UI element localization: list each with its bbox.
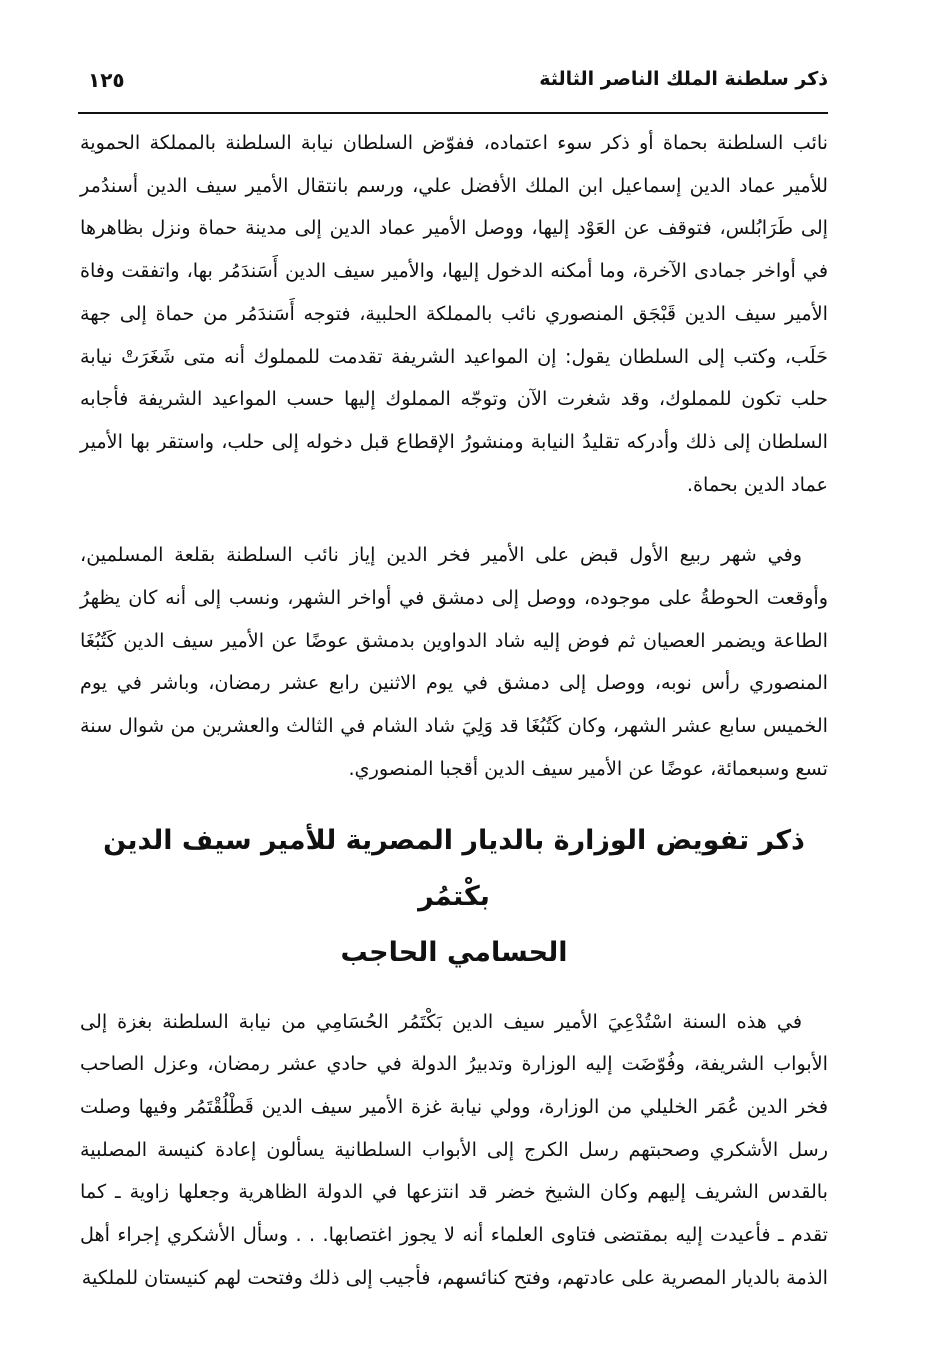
section-heading-line-2: الحسامي الحاجب <box>340 936 568 968</box>
section-heading-line-1: ذكر تفويض الوزارة بالديار المصرية للأمير سيف الدين بكْتمُر <box>103 824 805 912</box>
paragraph-3: في هذه السنة اسْتُدْعِيَ الأمير سيف الدين بَكْتَمُر الحُسَامِي من نيابة السلطنة بغزة إلى الأبواب الشريفة، وفُوّضَت إليه الوزارة وتدبيرُ الدولة في حادي عشر رمضان، وعزل الصاحب فخر الدين عُمَر الخليلي من الوزارة، وولي نيابة غزة الأمير سيف الدين قَطْلُقْتَمُر وفيها وصلت رسل الأشكري وصحبتهم رسل الكرج إلى الأبواب السلطانية يسألون إعادة كنيسة المصلبية بالقدس الشريف إليهم وكان الشيخ خضر قد انتزعها في الدولة الظاهرية وجعلها زاوية ـ كما تقدم ـ فأعيدت إليه بمقتضى فتاوى العلماء أنه لا يجوز اغتصابها. . . وسأل الأشكري إجراء أهل الذمة بالديار المصرية على عادتهم، وفتح كنائسهم، فأجيب إلى ذلك وفتحت لهم كنيستان للملكية <box>80 1009 828 1289</box>
page-header <box>78 62 828 114</box>
running-title: ذكر سلطنة الملك الناصر الثالثة <box>539 68 828 90</box>
paragraph-1: نائب السلطنة بحماة أو ذكر سوء اعتماده، ففوّض السلطان نيابة السلطنة بالمملكة الحموية للأمير عماد الدين إسماعيل ابن الملك الأفضل علي، ورسم بانتقال الأمير سيف الدين أسندُمر إلى طَرَابُلس، فتوقف عن العَوْد إليها، ووصل الأمير عماد الدين إلى مدينة حماة ونزل بظاهرها في أواخر جمادى الآخرة، وما أمكنه الدخول إليها، والأمير سيف الدين أَسَندَمُر بها، واتفقت وفاة الأمير سيف الدين قَبْجَق المنصوري نائب بالمملكة الحلبية، فتوجه أَسَندَمُر من حماة إلى جهة حَلَب، وكتب إلى السلطان يقول: إن المواعيد الشريفة تقدمت للمملوك أنه متى شَغَرَتْ نيابة حلب تكون للمملوك، وقد شغرت الآن وتوجّه المملوك إليها حسب المواعيد الشريفة فأجابه السلطان إلى ذلك وأدركه تقليدُ النيابة ومنشورُ الإقطاع قبل دخوله إلى حلب، واستقر بها الأمير عماد الدين بحماة. <box>80 131 828 496</box>
paragraph-2: وفي شهر ربيع الأول قبض على الأمير فخر الدين إياز نائب السلطنة بقلعة المسلمين، وأوقعت الحوطةُ على موجوده، ووصل إلى دمشق في أواخر الشهر، ونسب إلى أنه كان يظهرُ الطاعة ويضمر العصيان ثم فوض إليه شاد الدواوين بدمشق عوضًا عن الأمير سيف الدين كَتُبُغَا المنصوري رأس نوبه، ووصل إلى دمشق في يوم الاثنين رابع عشر رمضان، وباشر في يوم الخميس سابع عشر الشهر، وكان كَتُبُغَا قد وَلِيَ شاد الشام في الثالث والعشرين من شوال سنة تسع وسبعمائة، عوضًا عن الأمير سيف الدين أقجبا المنصوري. <box>80 543 828 780</box>
paragraph-gap <box>80 506 828 534</box>
page-number: ١٢٥ <box>88 68 125 92</box>
section-heading <box>80 813 828 981</box>
page-body <box>80 122 828 1299</box>
